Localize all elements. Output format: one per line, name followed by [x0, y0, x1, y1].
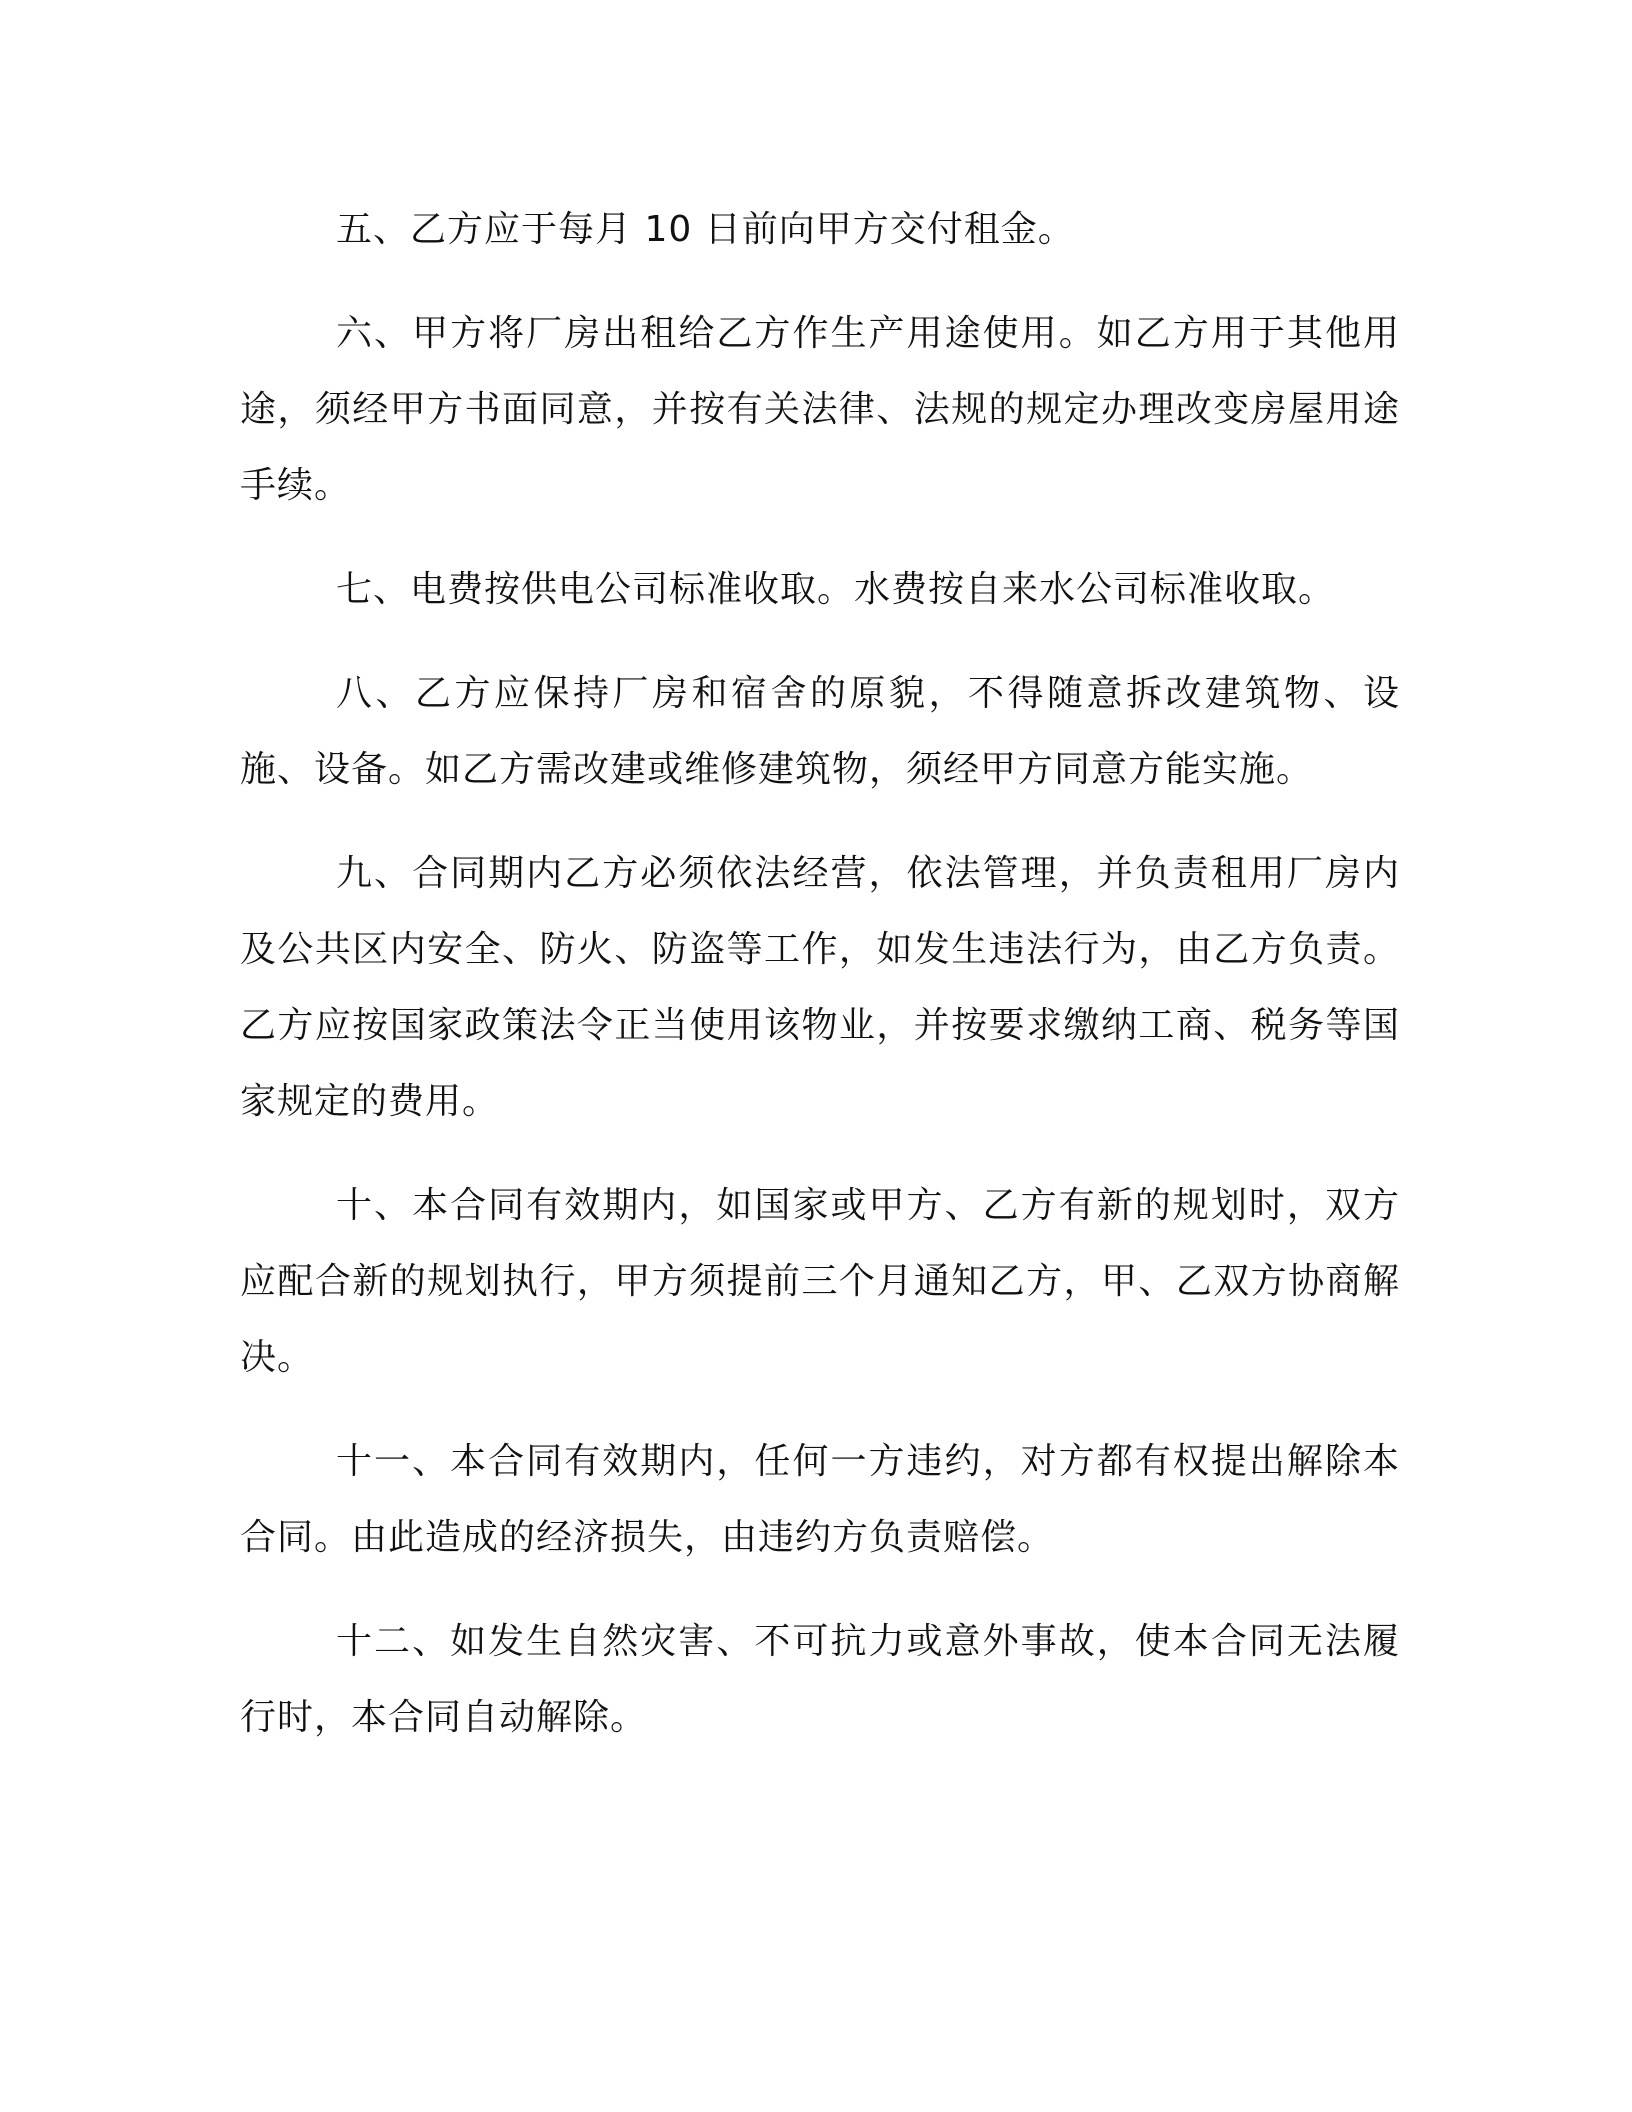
- clause-7-text: 七、电费按供电公司标准收取。水费按自来水公司标准收取。: [336, 569, 1336, 610]
- clause-10-text: 十、本合同有效期内，如国家或甲方、乙方有新的规划时，双方应配合新的规划执行，甲方须提前三个月通知乙方，甲、乙双方协商解决。: [240, 1185, 1400, 1378]
- clause-8-text: 八、乙方应保持厂房和宿舍的原貌，不得随意拆改建筑物、设施、设备。如乙方需改建或维修建筑物，须经甲方同意方能实施。: [240, 673, 1400, 790]
- clause-8: [240, 656, 1400, 808]
- clause-7: [240, 552, 1400, 628]
- clause-12-text: 十二、如发生自然灾害、不可抗力或意外事故，使本合同无法履行时，本合同自动解除。: [240, 1621, 1400, 1738]
- clause-12: [240, 1604, 1400, 1756]
- clause-10: [240, 1168, 1400, 1396]
- clause-11-text: 十一、本合同有效期内，任何一方违约，对方都有权提出解除本合同。由此造成的经济损失，由违约方负责赔偿。: [240, 1441, 1400, 1558]
- clause-9: [240, 836, 1400, 1140]
- document-page: [240, 192, 1400, 1756]
- clause-5-text: 五、乙方应于每月 10 日前向甲方交付租金。: [336, 209, 1075, 250]
- clause-5: [240, 192, 1400, 268]
- clause-6: [240, 296, 1400, 524]
- clause-9-text: 九、合同期内乙方必须依法经营，依法管理，并负责租用厂房内及公共区内安全、防火、防盗等工作，如发生违法行为，由乙方负责。乙方应按国家政策法令正当使用该物业，并按要求缴纳工商、税务等国家规定的费用。: [240, 853, 1400, 1122]
- clause-11: [240, 1424, 1400, 1576]
- clause-6-text: 六、甲方将厂房出租给乙方作生产用途使用。如乙方用于其他用途，须经甲方书面同意，并按有关法律、法规的规定办理改变房屋用途手续。: [240, 313, 1400, 506]
